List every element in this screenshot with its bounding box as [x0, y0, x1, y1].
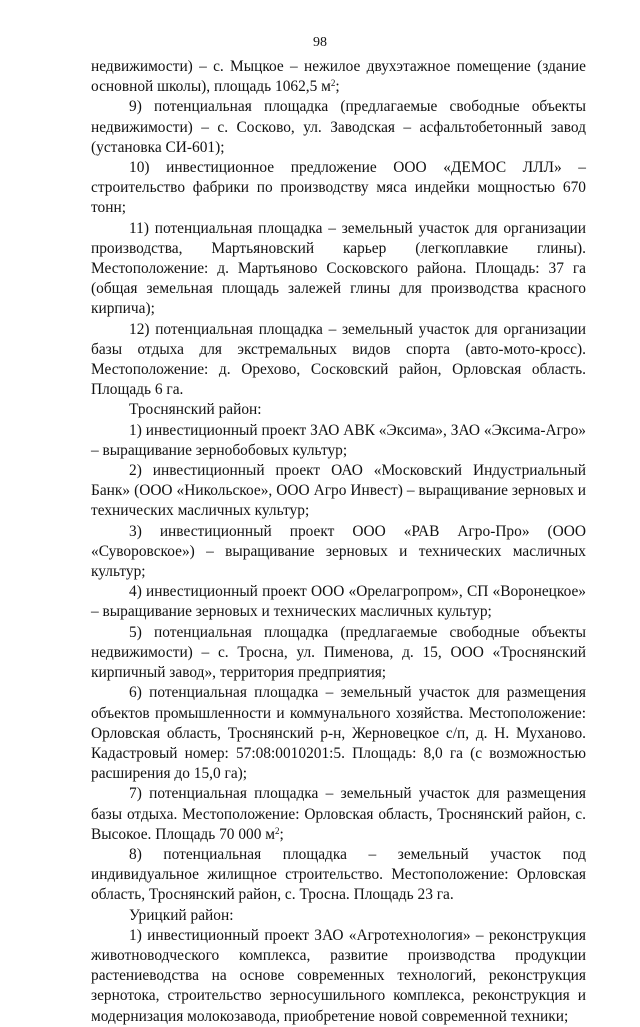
paragraph: недвижимости) – с. Мыцкое – нежилое двухэтажное помещение (здание основной школы), площадь 1062,5 $м^2$; [91, 58, 586, 96]
document-body [91, 57, 586, 1027]
paragraph: 10) инвестиционное предложение ООО «ДЕМОС ЛЛЛ» – строительство фабрики по производству мяса индейки мощностью 670 тонн; [91, 159, 586, 217]
paragraph: 8) потенциальная площадка – земельный участок под индивидуальное жилищное строительство. Местоположение: Орловская область, Троснянский район, с. Тросна. Площадь 23 га. [91, 845, 586, 904]
paragraph: 1) инвестиционный проект ЗАО АВК «Эксима», ЗАО «Эксима-Агро» – выращивание зернобобовых культур; [91, 421, 586, 459]
paragraph: 12) потенциальная площадка – земельный участок для организации базы отдыха для экстремальных видов спорта (авто-мото-кросс). Местоположение: д. Орехово, Сосковский район, Орловская область. Площадь 6 га. [91, 320, 586, 399]
paragraph: 7) потенциальная площадка – земельный участок для размещения базы отдыха. Местоположение: Орловская область, Троснянский район, с. Высокое. Площадь 70 000 $м^2$; [91, 785, 586, 843]
paragraph: 11) потенциальная площадка – земельный участок для организации производства, Мартьяновский карьер (легкоплавкие глины). Местоположение: д. Мартьяново Сосковского района. Площадь: 37 га (общая земельная площадь залежей глины для производства красного кирпича); [91, 219, 586, 318]
page-number: 98 [313, 35, 327, 50]
section-heading: Урицкий район: [129, 906, 234, 924]
paragraph: 5) потенциальная площадка (предлагаемые свободные объекты недвижимости) – с. Тросна, ул. Пименова, д. 15, ООО «Троснянский кирпичный завод», территория предприятия; [91, 623, 586, 682]
paragraph: 4) инвестиционный проект ООО «Орелагропром», СП «Воронецкое» – выращивание зерновых и технических масличных культур; [91, 583, 586, 621]
paragraph: 1) инвестиционный проект ЗАО «Агротехнология» – реконструкция животноводческого комплекса, развитие производства продукции растениеводства на основе современных технологий, реконструкция зернотока, строительство зерносушильного комплекса, реконструкция и модернизация молокозавода, приобретение новой современной техники; [91, 926, 586, 1025]
paragraph: 3) инвестиционный проект ООО «РАВ Агро-Про» (ООО «Суворовское») – выращивание зерновых и технических масличных культур; [91, 522, 586, 581]
paragraph: 6) потенциальная площадка – земельный участок для размещения объектов промышленности и коммунального хозяйства. Местоположение: Орловская область, Троснянский р-н, Жерновецкое с/п, д. Н. Муханово. Кадастровый номер: 57:08:0010201:5. Площадь: 8,0 га (с возможностью расширения до 15,0 га); [91, 684, 586, 783]
paragraph: 2) инвестиционный проект ОАО «Московский Индустриальный Банк» (ООО «Никольское», ООО Агро Инвест) – выращивание зерновых и технических масличных культур; [91, 462, 586, 520]
section-heading: Троснянский район: [129, 401, 262, 419]
paragraph: 9) потенциальная площадка (предлагаемые свободные объекты недвижимости) – с. Сосково, ул. Заводская – асфальтобетонный завод (установка СИ-601); [91, 98, 586, 156]
